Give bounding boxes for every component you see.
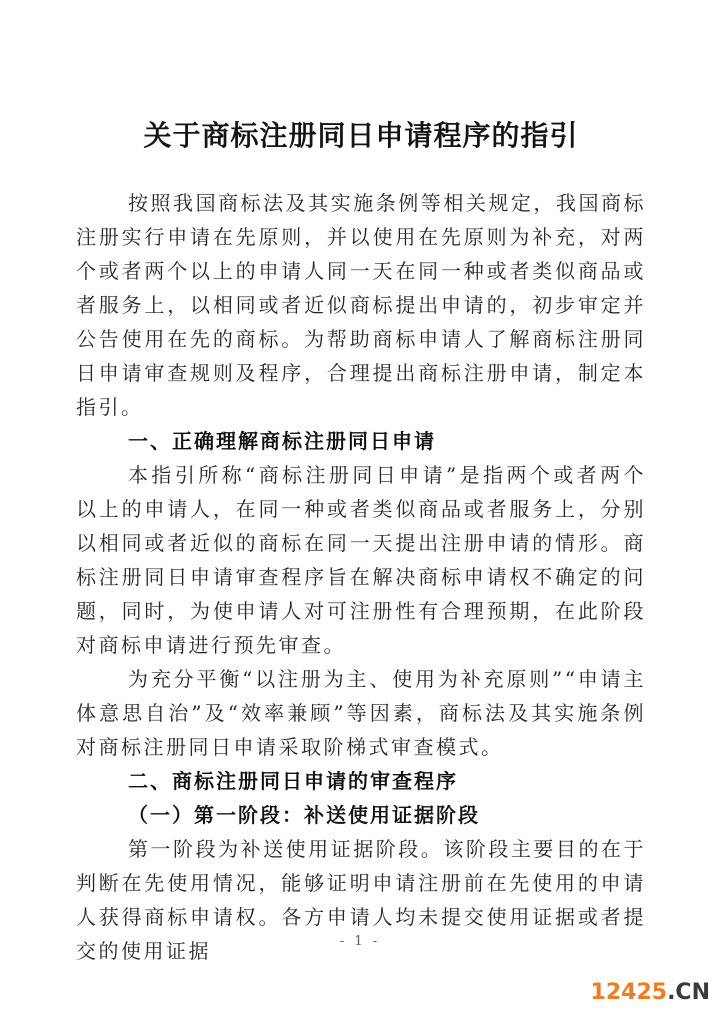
watermark-number: 12425 xyxy=(590,980,668,1005)
paragraph-principles: 为充分平衡“以注册为主、使用为补充原则”“申请主体意思自治”及“效率兼顾”等因素，商标法及其实施条例对商标注册同日申请采取阶梯式审查模式。 xyxy=(76,667,646,759)
paragraph-definition: 本指引所称“商标注册同日申请”是指两个或者两个以上的申请人，在同一种或者类似商品或者服务上，分别以相同或者近似的商标在同一天提出注册申请的情形。商标注册同日申请审查程序旨在解决商标申请权不确定的问题，同时，为使申请人对可注册性有合理预期，在此阶段对商标申请进行预先审查。 xyxy=(76,463,646,657)
page-number: - 1 - xyxy=(339,934,381,949)
site-watermark xyxy=(591,981,710,1005)
paragraph-intro: 按照我国商标法及其实施条例等相关规定，我国商标注册实行申请在先原则，并以使用在先原则为补充，对两个或者两个以上的申请人同一天在同一种或者类似商品或者服务上，以相同或者近似商标提出申请的，初步审定并公告使用在先的商标。为帮助商标申请人了解商标注册同日申请审查规则及程序，合理提出商标注册申请，制定本指引。 xyxy=(76,191,646,419)
section-heading-2: 二、商标注册同日申请的审查程序 xyxy=(128,769,458,793)
paragraph-stage1: 第一阶段为补送使用证据阶段。该阶段主要目的在于判断在先使用情况，能够证明申请注册前在先使用的申请人获得商标申请权。各方申请人均未提交使用证据或者提交的使用证据 xyxy=(76,837,646,963)
section-heading-1: 一、正确理解商标注册同日申请 xyxy=(128,429,436,453)
document-title: 关于商标注册同日申请程序的指引 xyxy=(143,119,579,152)
subsection-heading-stage1: （一）第一阶段：补送使用证据阶段 xyxy=(128,803,480,827)
watermark-domain: .CN xyxy=(667,980,710,1005)
